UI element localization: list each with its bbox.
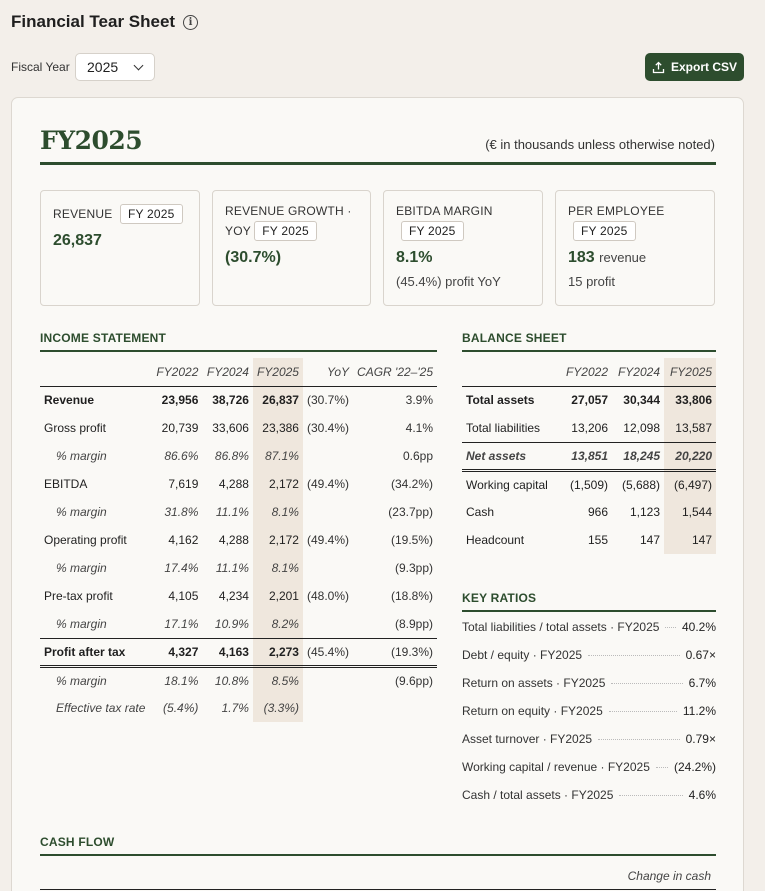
ratio-label: Cash / total assets · FY2025 bbox=[462, 788, 614, 802]
table-cell: 4,234 bbox=[218, 589, 249, 603]
table-row bbox=[462, 414, 716, 442]
table-cell: 38,726 bbox=[212, 393, 249, 408]
ratio-row bbox=[462, 648, 716, 662]
page-title-text: Financial Tear Sheet bbox=[11, 12, 176, 31]
table-cell: (45.4%) bbox=[306, 644, 350, 659]
cash-flow-title: CASH FLOW bbox=[40, 835, 115, 849]
cash-flow-rule bbox=[40, 854, 716, 856]
table-cell: 26,837 bbox=[253, 386, 303, 414]
table-cell: 27,057 bbox=[571, 393, 608, 408]
export-csv-label: Export CSV bbox=[670, 60, 737, 74]
table-cell: 8.1% bbox=[253, 554, 303, 582]
income-statement-table bbox=[40, 358, 437, 722]
table-cell: (30.4%) bbox=[306, 421, 350, 435]
table-cell: 33,806 bbox=[664, 386, 716, 414]
column-header: FY2024 bbox=[617, 364, 660, 379]
row-label: Gross profit bbox=[44, 421, 107, 435]
table-row bbox=[40, 470, 437, 498]
kpi-card-revenue bbox=[40, 190, 200, 306]
info-icon[interactable]: i bbox=[183, 15, 198, 30]
table-row bbox=[40, 414, 437, 442]
table-cell: 86.8% bbox=[214, 449, 249, 463]
row-label: Total liabilities bbox=[466, 420, 541, 435]
table-row bbox=[40, 386, 437, 414]
table-cell: 10.9% bbox=[214, 616, 249, 631]
ratio-row bbox=[462, 760, 716, 774]
table-row bbox=[40, 442, 437, 470]
kpi-title: EBITDA MARGIN bbox=[396, 204, 493, 218]
table-cell: 4,288 bbox=[218, 477, 249, 491]
income-statement-title: INCOME STATEMENT bbox=[40, 331, 167, 345]
kpi-header bbox=[53, 204, 187, 224]
balance-sheet-title: BALANCE SHEET bbox=[462, 331, 567, 345]
column-header: FY2024 bbox=[206, 364, 249, 379]
kpi-value: (30.7%) bbox=[225, 249, 282, 266]
table-cell: 4,288 bbox=[218, 533, 249, 547]
table-row bbox=[462, 386, 716, 414]
table-cell: 4,162 bbox=[168, 533, 199, 547]
ratio-value: 6.7% bbox=[688, 676, 716, 690]
table-cell: 20,739 bbox=[161, 421, 199, 435]
row-label: Revenue bbox=[44, 393, 95, 408]
kpi-unit: revenue bbox=[599, 250, 647, 265]
kpi-header bbox=[225, 202, 358, 241]
table-cell: 2,172 bbox=[253, 470, 303, 498]
table-cell: 17.1% bbox=[164, 616, 199, 631]
column-header: FY2025 bbox=[253, 358, 303, 386]
kpi-card-revenue-growth bbox=[212, 190, 371, 306]
key-ratios-rule bbox=[462, 610, 716, 612]
row-label: Cash bbox=[466, 505, 495, 519]
table-cell: (3.3%) bbox=[253, 694, 303, 722]
table-cell: (23.7pp) bbox=[388, 505, 433, 519]
ratio-row bbox=[462, 620, 716, 634]
table-cell: 4.1% bbox=[405, 421, 433, 435]
row-label: Operating profit bbox=[44, 533, 127, 547]
table-cell: 31.8% bbox=[164, 505, 199, 519]
table-cell: 13,206 bbox=[571, 420, 608, 435]
kpi-period-badge: FY 2025 bbox=[573, 221, 636, 241]
table-cell bbox=[303, 554, 353, 582]
row-label: Effective tax rate bbox=[56, 701, 146, 715]
cash-flow-header-rule bbox=[40, 889, 716, 890]
table-cell: 4,105 bbox=[168, 589, 199, 603]
table-row bbox=[40, 638, 437, 666]
table-cell: 18.1% bbox=[164, 673, 199, 688]
ratio-value: 0.67× bbox=[685, 648, 716, 662]
table-cell bbox=[303, 610, 353, 638]
kpi-period-badge: FY 2025 bbox=[401, 221, 464, 241]
table-cell: 23,386 bbox=[253, 414, 303, 442]
table-cell: 155 bbox=[587, 533, 608, 547]
table-header-row bbox=[40, 358, 437, 386]
heading-divider bbox=[40, 162, 716, 165]
table-cell: 87.1% bbox=[253, 442, 303, 470]
table-row bbox=[462, 442, 716, 470]
table-cell: (5.4%) bbox=[163, 701, 199, 715]
upload-icon bbox=[652, 61, 665, 74]
table-cell: 8.1% bbox=[253, 498, 303, 526]
table-cell: 13,851 bbox=[571, 448, 608, 463]
table-cell: 8.5% bbox=[253, 666, 303, 694]
row-label: EBITDA bbox=[44, 477, 88, 491]
kpi-title: REVENUE bbox=[53, 207, 113, 221]
row-label: Pre-tax profit bbox=[44, 589, 113, 603]
table-cell bbox=[303, 666, 353, 694]
table-cell bbox=[353, 694, 437, 722]
ratio-label: Working capital / revenue · FY2025 bbox=[462, 760, 650, 774]
column-header: FY2022 bbox=[156, 364, 199, 379]
fiscal-year-value: 2025 bbox=[87, 59, 119, 75]
chevron-down-icon bbox=[134, 60, 144, 70]
ratio-label: Return on assets · FY2025 bbox=[462, 676, 606, 690]
ratio-label: Debt / equity · FY2025 bbox=[462, 648, 583, 662]
table-cell bbox=[303, 694, 353, 722]
ratio-row bbox=[462, 732, 716, 746]
kpi-title: REVENUE GROWTH · YOY bbox=[225, 204, 352, 238]
table-cell: (5,688) bbox=[621, 477, 660, 492]
table-cell: (30.7%) bbox=[306, 393, 350, 408]
fiscal-year-select[interactable] bbox=[75, 53, 155, 81]
table-cell: 2,201 bbox=[253, 582, 303, 610]
dot-leader bbox=[609, 711, 677, 712]
kpi-value-row bbox=[568, 249, 702, 267]
export-csv-button[interactable] bbox=[645, 53, 744, 81]
table-cell: 12,098 bbox=[623, 420, 660, 435]
ratio-value: 0.79× bbox=[685, 732, 716, 746]
table-cell: 11.1% bbox=[215, 505, 249, 519]
table-cell: 2,172 bbox=[253, 526, 303, 554]
row-label: Net assets bbox=[466, 448, 527, 463]
row-label: % margin bbox=[56, 505, 107, 519]
table-cell: (49.4%) bbox=[306, 477, 350, 491]
kpi-value: 8.1% bbox=[396, 249, 433, 266]
table-row bbox=[40, 610, 437, 638]
kpi-subtext: 15 profit bbox=[568, 274, 615, 289]
table-cell: 1.7% bbox=[221, 701, 249, 715]
ratio-label: Total liabilities / total assets · FY2025 bbox=[462, 620, 660, 634]
table-row bbox=[40, 694, 437, 722]
table-cell: 147 bbox=[664, 526, 716, 554]
ratio-label: Asset turnover · FY2025 bbox=[462, 732, 593, 746]
table-cell: 23,956 bbox=[161, 393, 199, 408]
key-ratios-title: KEY RATIOS bbox=[462, 591, 537, 605]
row-label: Total assets bbox=[466, 393, 535, 408]
table-cell: 966 bbox=[587, 505, 608, 519]
kpi-value: 183 bbox=[568, 249, 595, 266]
row-label: Headcount bbox=[466, 533, 525, 547]
table-header-row bbox=[462, 358, 716, 386]
balance-sheet-table bbox=[462, 358, 716, 554]
kpi-value: 26,837 bbox=[53, 232, 102, 249]
income-statement-rule bbox=[40, 350, 437, 352]
kpi-title: PER EMPLOYEE bbox=[568, 204, 665, 218]
balance-sheet-rule bbox=[462, 350, 716, 352]
row-label: Working capital bbox=[466, 477, 548, 492]
column-header bbox=[462, 358, 560, 386]
column-header: CAGR '22–'25 bbox=[357, 364, 433, 379]
dot-leader bbox=[598, 739, 680, 740]
column-header bbox=[40, 358, 152, 386]
ratio-row bbox=[462, 676, 716, 690]
page-title bbox=[11, 12, 198, 32]
ratio-value: (24.2%) bbox=[673, 760, 716, 774]
ratio-value: 11.2% bbox=[682, 704, 716, 718]
table-cell: 13,587 bbox=[664, 414, 716, 442]
column-header: FY2022 bbox=[565, 364, 608, 379]
fiscal-year-label: Fiscal Year bbox=[11, 60, 70, 74]
kpi-header bbox=[396, 202, 530, 241]
kpi-card-per-employee bbox=[555, 190, 715, 306]
table-cell: (19.5%) bbox=[390, 533, 433, 547]
ratio-value: 4.6% bbox=[688, 788, 716, 802]
table-cell: 11.1% bbox=[215, 561, 249, 575]
dot-leader bbox=[619, 795, 682, 796]
table-row bbox=[40, 666, 437, 694]
table-cell: 10.8% bbox=[214, 673, 249, 688]
table-cell: 17.4% bbox=[164, 561, 199, 575]
kpi-header bbox=[568, 202, 702, 241]
table-cell: 0.6pp bbox=[402, 449, 433, 463]
table-cell: (9.3pp) bbox=[394, 561, 433, 575]
column-header: FY2025 bbox=[664, 358, 716, 386]
table-cell: 8.2% bbox=[253, 610, 303, 638]
dot-leader bbox=[665, 627, 676, 628]
row-label: % margin bbox=[56, 673, 107, 688]
table-cell: (8.9pp) bbox=[394, 616, 433, 631]
table-cell: 1,123 bbox=[629, 505, 660, 519]
table-cell: 3.9% bbox=[405, 393, 433, 408]
table-cell: (34.2%) bbox=[390, 477, 433, 491]
table-row bbox=[462, 470, 716, 498]
dot-leader bbox=[588, 655, 680, 656]
table-cell: 20,220 bbox=[664, 442, 716, 470]
column-header: YoY bbox=[326, 364, 350, 379]
table-cell bbox=[303, 498, 353, 526]
table-cell: 4,163 bbox=[218, 644, 249, 659]
table-cell bbox=[303, 442, 353, 470]
table-row bbox=[40, 554, 437, 582]
kpi-subtext: (45.4%) profit YoY bbox=[396, 274, 501, 289]
table-cell: 33,606 bbox=[212, 421, 249, 435]
units-note: (€ in thousands unless otherwise noted) bbox=[485, 137, 715, 152]
table-row bbox=[462, 526, 716, 554]
kpi-card-ebitda-margin bbox=[383, 190, 543, 306]
table-cell: (49.4%) bbox=[306, 533, 350, 547]
table-cell: (19.3%) bbox=[390, 644, 433, 659]
table-row bbox=[462, 498, 716, 526]
table-cell: 147 bbox=[639, 533, 660, 547]
fiscal-year-heading: FY2025 bbox=[40, 126, 143, 155]
table-cell: (48.0%) bbox=[306, 589, 350, 603]
row-label: % margin bbox=[56, 561, 107, 575]
table-cell: 7,619 bbox=[168, 477, 199, 491]
ratio-row bbox=[462, 704, 716, 718]
row-label: Profit after tax bbox=[44, 644, 126, 659]
table-cell: (6,497) bbox=[664, 470, 716, 498]
kpi-period-badge: FY 2025 bbox=[254, 221, 317, 241]
cash-flow-column-header: Change in cash bbox=[627, 869, 711, 883]
table-cell: (9.6pp) bbox=[394, 673, 433, 688]
dot-leader bbox=[656, 767, 668, 768]
tear-sheet-card bbox=[11, 97, 744, 891]
table-row bbox=[40, 526, 437, 554]
table-cell: 1,544 bbox=[664, 498, 716, 526]
table-cell: 86.6% bbox=[164, 449, 199, 463]
row-label: % margin bbox=[56, 616, 107, 631]
table-row bbox=[40, 582, 437, 610]
table-cell: 4,327 bbox=[168, 644, 199, 659]
table-cell: 18,245 bbox=[623, 448, 660, 463]
table-cell: (18.8%) bbox=[390, 589, 433, 603]
table-cell: 30,344 bbox=[623, 393, 660, 408]
kpi-period-badge: FY 2025 bbox=[120, 204, 183, 224]
row-label: % margin bbox=[56, 449, 107, 463]
ratio-label: Return on equity · FY2025 bbox=[462, 704, 603, 718]
dot-leader bbox=[611, 683, 682, 684]
table-row bbox=[40, 498, 437, 526]
table-cell: (1,509) bbox=[569, 477, 608, 492]
ratio-row bbox=[462, 788, 716, 802]
ratio-value: 40.2% bbox=[681, 620, 716, 634]
table-cell: 2,273 bbox=[253, 638, 303, 666]
